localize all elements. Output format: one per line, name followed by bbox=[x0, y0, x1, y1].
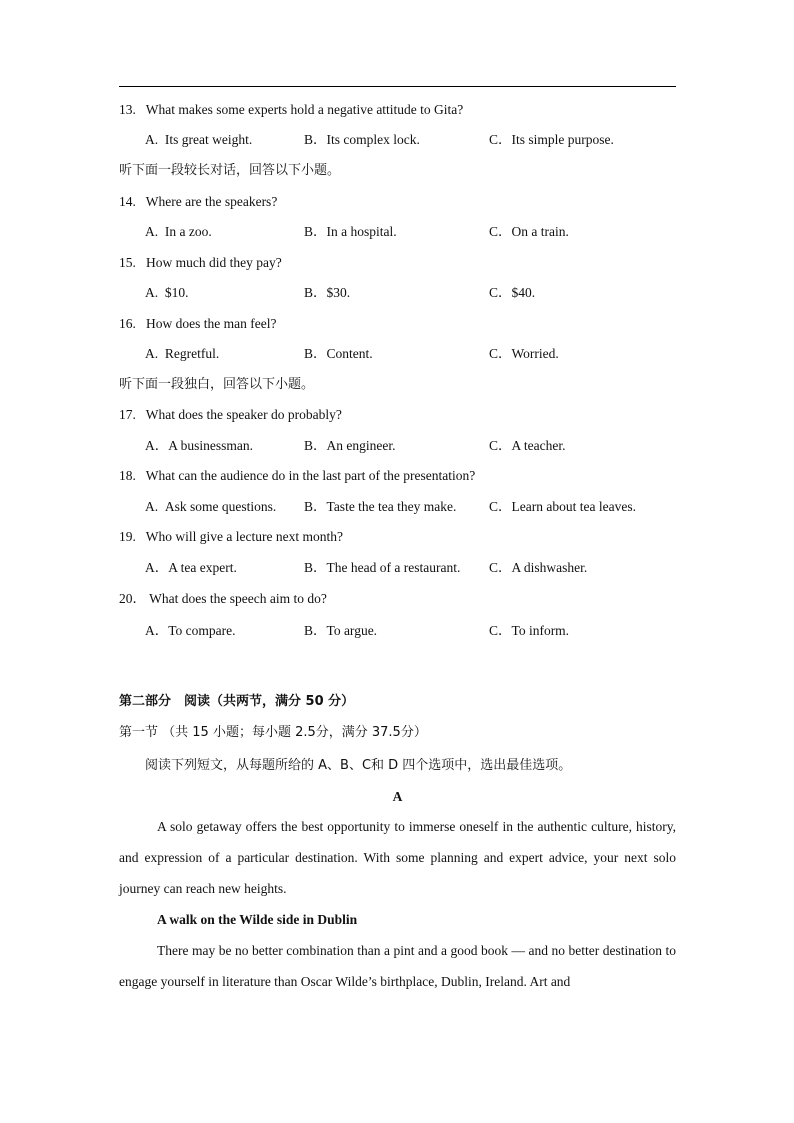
option-b: B．$30. bbox=[304, 285, 351, 300]
option-b: B．To argue. bbox=[304, 623, 378, 638]
question-number: 19. bbox=[119, 529, 136, 544]
question-number: 15. bbox=[119, 255, 136, 270]
part-heading: 第二部分 阅读（共两节，满分 50 分） bbox=[119, 694, 355, 709]
question-text: What does the speaker do probably? bbox=[145, 407, 342, 422]
option-b: B．Taste the tea they make. bbox=[304, 499, 457, 514]
option-a: A. $10. bbox=[145, 285, 189, 300]
passage-label: A bbox=[392, 789, 403, 804]
question-14 bbox=[119, 193, 277, 211]
option-a: A. Its great weight. bbox=[145, 132, 253, 147]
option-b: B．In a hospital. bbox=[304, 224, 397, 239]
question-text: What can the audience do in the last part of the presentation? bbox=[145, 468, 476, 483]
option-c: C．A teacher. bbox=[489, 438, 566, 453]
instruction-monologue: 听下面一段独白，回答以下小题。 bbox=[119, 377, 315, 392]
option-c: C．Worried. bbox=[489, 346, 559, 361]
question-text: What makes some experts hold a negative attitude to Gita? bbox=[145, 102, 464, 117]
option-a: A．A tea expert. bbox=[145, 560, 237, 575]
question-18 bbox=[119, 467, 475, 485]
question-number: 18. bbox=[119, 468, 136, 483]
question-number: 16. bbox=[119, 316, 136, 331]
question-text: Who will give a lecture next month? bbox=[145, 529, 343, 544]
section-heading: 第一节 （共 15 小题；每小题 2.5分，满分 37.5分） bbox=[119, 725, 427, 740]
question-17 bbox=[119, 406, 342, 424]
option-a: A. Regretful. bbox=[145, 346, 220, 361]
option-b: B．The head of a restaurant. bbox=[304, 560, 461, 575]
option-a: A．To compare. bbox=[145, 623, 236, 638]
question-number: 14. bbox=[119, 194, 136, 209]
question-number: 20． bbox=[119, 591, 146, 606]
passage-intro: A solo getaway offers the best opportunity to immerse oneself in the authentic culture, history, and expression of a particular destination. With some planning and expert advice, your next solo journey can reach new heights. bbox=[119, 819, 676, 896]
option-a: A. Ask some questions. bbox=[145, 499, 277, 514]
option-a: A．A businessman. bbox=[145, 438, 254, 453]
question-number: 17. bbox=[119, 407, 136, 422]
question-20 bbox=[119, 590, 327, 608]
passage-subheading: A walk on the Wilde side in Dublin bbox=[157, 912, 358, 927]
question-15 bbox=[119, 254, 282, 272]
option-c: C．Learn about tea leaves. bbox=[489, 499, 636, 514]
option-c: C．On a train. bbox=[489, 224, 569, 239]
passage-body: There may be no better combination than a pint and a good book — and no better destination to engage yourself in literature than Oscar Wilde’s birthplace, Dublin, Ireland. Art and bbox=[119, 943, 676, 989]
question-text: What does the speech aim to do? bbox=[149, 591, 327, 606]
instruction-long-dialogue: 听下面一段较长对话，回答以下小题。 bbox=[119, 163, 341, 178]
question-13 bbox=[119, 101, 463, 119]
question-text: Where are the speakers? bbox=[145, 194, 278, 209]
question-number: 13. bbox=[119, 102, 136, 117]
option-a: A. In a zoo. bbox=[145, 224, 212, 239]
option-b: B．An engineer. bbox=[304, 438, 396, 453]
option-c: C．To inform. bbox=[489, 623, 570, 638]
option-c: C．$40. bbox=[489, 285, 536, 300]
option-b: B．Content. bbox=[304, 346, 373, 361]
question-text: How does the man feel? bbox=[146, 316, 277, 331]
question-16 bbox=[119, 315, 276, 333]
question-19 bbox=[119, 528, 343, 546]
option-c: C．Its simple purpose. bbox=[489, 132, 614, 147]
option-b: B．Its complex lock. bbox=[304, 132, 420, 147]
question-text: How much did they pay? bbox=[146, 255, 282, 270]
header-rule bbox=[119, 86, 676, 87]
directions: 阅读下列短文，从每题所给的 A、B、C和 D 四个选项中，选出最佳选项。 bbox=[145, 758, 572, 773]
option-c: C．A dishwasher. bbox=[489, 560, 588, 575]
